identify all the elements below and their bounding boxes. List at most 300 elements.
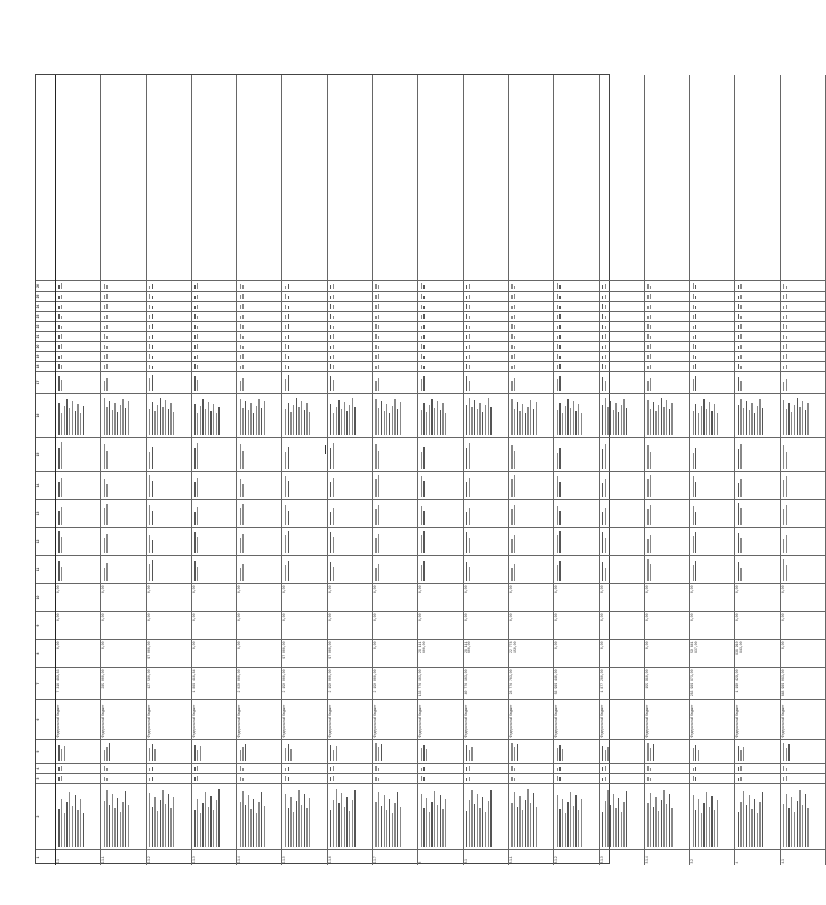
illegible-cell (373, 393, 417, 437)
text-line (375, 777, 376, 782)
amount-cell: 28 111 600,00 (464, 639, 508, 667)
illegible-cell (101, 331, 145, 341)
text-line (647, 284, 648, 290)
text-line (210, 796, 211, 847)
text-line (786, 768, 787, 772)
amount-cell: 0,00 (690, 583, 734, 611)
illegible-cell (373, 341, 417, 351)
text-line (743, 791, 744, 847)
text-line (384, 411, 385, 436)
illegible-cell (554, 437, 598, 471)
illegible-cell (328, 773, 372, 783)
text-line (288, 324, 289, 329)
illegible-cell (509, 393, 553, 437)
text-line (421, 365, 422, 370)
text-line (693, 344, 694, 349)
text-line (440, 410, 441, 435)
text-line (703, 803, 704, 848)
text-line (615, 403, 616, 435)
illegible-cell (56, 499, 100, 527)
illegible-cell (645, 783, 689, 849)
text-line (647, 480, 648, 498)
text-line (296, 398, 297, 435)
illegible-cell (192, 291, 236, 301)
text-line (288, 808, 289, 848)
text-line (61, 478, 62, 498)
text-line (330, 482, 331, 497)
text-line (375, 345, 376, 350)
text-line (693, 506, 694, 525)
illegible-cell (554, 555, 598, 583)
text-line (714, 810, 715, 847)
text-line (437, 401, 438, 435)
text-line (695, 745, 696, 761)
text-line (530, 400, 531, 436)
amount-cell: 0,00 (464, 583, 508, 611)
text-line (693, 795, 694, 847)
text-line (695, 512, 696, 526)
illegible-cell (781, 301, 825, 311)
illegible-cell (328, 555, 372, 583)
text-line (173, 412, 174, 436)
illegible-cell (101, 499, 145, 527)
illegible-cell (192, 280, 236, 291)
text-line (602, 296, 603, 300)
text-line (375, 568, 376, 581)
funding-source: Федеральный бюджет (147, 699, 191, 739)
text-line (567, 802, 568, 847)
illegible-cell (237, 341, 281, 351)
amount-cell: 0,00 (101, 639, 145, 667)
text-line (61, 750, 62, 762)
illegible-cell (735, 437, 779, 471)
text-line (375, 538, 376, 553)
illegible-cell (282, 341, 326, 351)
text-line (786, 315, 787, 319)
illegible-cell (600, 471, 644, 499)
text-line (650, 535, 651, 554)
illegible-cell (147, 280, 191, 291)
text-line (605, 538, 606, 554)
illegible-cell (600, 351, 644, 361)
illegible-cell (645, 361, 689, 371)
illegible-cell (464, 555, 508, 583)
text-line (511, 743, 512, 762)
text-line (240, 305, 241, 309)
illegible-cell (600, 321, 644, 331)
text-line (557, 776, 558, 782)
text-line (149, 768, 150, 772)
text-line (605, 326, 606, 329)
text-line (197, 776, 198, 781)
text-line (61, 334, 62, 340)
text-line (514, 305, 515, 310)
row-number: 3.2 (690, 849, 734, 865)
text-line (197, 766, 198, 772)
illegible-cell (373, 301, 417, 311)
text-line (740, 777, 741, 782)
illegible-cell (690, 280, 734, 291)
text-line (578, 404, 579, 436)
text-line (519, 796, 520, 847)
text-line (421, 748, 422, 761)
header-cell: 26 (36, 280, 55, 291)
text-line (621, 406, 622, 436)
text-line (559, 809, 560, 847)
illegible-cell (735, 471, 779, 499)
text-line (466, 356, 467, 359)
illegible-cell (464, 341, 508, 351)
amount-cell: 0,00 (600, 639, 644, 667)
text-line (154, 412, 155, 436)
text-line (663, 790, 664, 848)
text-line (488, 801, 489, 848)
text-line (104, 345, 105, 350)
text-line (104, 284, 105, 290)
text-line (783, 345, 784, 350)
illegible-cell (690, 499, 734, 527)
text-line (168, 410, 169, 436)
illegible-cell (554, 739, 598, 763)
table-row (147, 75, 192, 865)
text-line (149, 409, 150, 435)
text-line (751, 404, 752, 436)
illegible-cell (735, 393, 779, 437)
illegible-cell (56, 361, 100, 371)
text-line (717, 800, 718, 848)
text-line (557, 748, 558, 761)
text-line (333, 316, 334, 320)
text-line (375, 295, 376, 299)
text-line (288, 447, 289, 470)
text-line (290, 797, 291, 847)
text-line (152, 335, 153, 340)
illegible-cell (192, 783, 236, 849)
row-number: 3.1.4 (645, 849, 689, 865)
amount-cell: 0,00 (690, 611, 734, 639)
text-line (751, 809, 752, 847)
illegible-cell (147, 555, 191, 583)
text-line (58, 511, 59, 525)
text-line (647, 445, 648, 470)
text-line (738, 767, 739, 771)
text-line (482, 412, 483, 436)
text-line (746, 401, 747, 435)
illegible-cell (56, 527, 100, 555)
illegible-cell (781, 437, 825, 471)
illegible-cell (645, 311, 689, 321)
illegible-cell (600, 393, 644, 437)
illegible-cell (690, 371, 734, 393)
illegible-cell (101, 555, 145, 583)
illegible-cell (464, 527, 508, 555)
illegible-cell (690, 291, 734, 301)
text-line (288, 777, 289, 781)
text-line (288, 366, 289, 369)
text-line (423, 767, 424, 772)
text-line (514, 505, 515, 526)
text-line (514, 378, 515, 391)
text-line (218, 789, 219, 847)
illegible-cell (192, 371, 236, 393)
text-line (786, 379, 787, 392)
text-line (149, 452, 150, 470)
text-line (698, 750, 699, 762)
illegible-cell (328, 311, 372, 321)
text-line (794, 812, 795, 848)
illegible-cell (464, 773, 508, 783)
row-number: 3 (418, 849, 462, 865)
scan-mark (325, 445, 326, 454)
text-line (786, 344, 787, 350)
text-line (471, 407, 472, 435)
text-line (397, 792, 398, 847)
text-line (421, 379, 422, 392)
text-line (288, 284, 289, 289)
amount-cell: 59 641 837,00 (690, 639, 734, 667)
table-row (645, 75, 690, 865)
text-line (647, 509, 648, 525)
illegible-cell (690, 555, 734, 583)
text-line (695, 325, 696, 330)
text-line (469, 355, 470, 360)
text-line (605, 334, 606, 339)
text-line (61, 355, 62, 360)
text-line (605, 801, 606, 848)
illegible-cell (147, 763, 191, 773)
illegible-cell (509, 351, 553, 361)
text-line (655, 412, 656, 436)
text-line (740, 334, 741, 339)
text-line (575, 795, 576, 847)
text-line (69, 792, 70, 848)
text-line (61, 380, 62, 392)
illegible-cell (509, 311, 553, 321)
text-line (469, 398, 470, 436)
illegible-cell (147, 291, 191, 301)
text-line (285, 410, 286, 436)
illegible-cell (282, 471, 326, 499)
text-line (647, 559, 648, 582)
text-line (469, 316, 470, 320)
text-line (511, 324, 512, 330)
text-line (759, 802, 760, 847)
header-cell: 11 (36, 555, 55, 583)
text-line (602, 325, 603, 330)
text-line (152, 296, 153, 300)
text-line (650, 768, 651, 772)
text-line (621, 812, 622, 847)
text-line (650, 286, 651, 290)
text-line (104, 444, 105, 470)
illegible-cell (781, 341, 825, 351)
text-line (346, 797, 347, 848)
text-line (104, 568, 105, 582)
text-line (783, 400, 784, 435)
illegible-cell (282, 351, 326, 361)
illegible-cell (56, 301, 100, 311)
text-line (378, 534, 379, 553)
text-line (695, 532, 696, 554)
text-line (288, 561, 289, 582)
text-line (152, 345, 153, 349)
text-line (743, 408, 744, 436)
text-line (783, 509, 784, 525)
illegible-cell (147, 361, 191, 371)
text-line (285, 379, 286, 392)
text-line (423, 314, 424, 319)
amount-cell: 97 000,00 (282, 639, 326, 667)
text-line (474, 400, 475, 435)
text-line (386, 810, 387, 848)
amount-cell: 97 000,00 (147, 639, 191, 667)
illegible-cell (735, 527, 779, 555)
illegible-cell (735, 773, 779, 783)
text-line (559, 376, 560, 392)
illegible-cell (509, 331, 553, 341)
text-line (469, 284, 470, 290)
illegible-cell (645, 393, 689, 437)
text-line (301, 805, 302, 848)
illegible-cell (373, 291, 417, 301)
text-line (333, 326, 334, 329)
illegible-cell (56, 331, 100, 341)
illegible-cell (101, 773, 145, 783)
text-line (375, 743, 376, 762)
illegible-cell (56, 437, 100, 471)
text-line (607, 790, 608, 847)
text-line (783, 316, 784, 319)
text-line (738, 364, 739, 369)
text-line (285, 315, 286, 319)
text-line (242, 315, 243, 320)
text-line (605, 345, 606, 350)
illegible-cell (237, 783, 281, 849)
text-line (738, 503, 739, 526)
illegible-cell (56, 321, 100, 331)
text-line (242, 504, 243, 525)
text-line (306, 808, 307, 847)
illegible-cell (192, 321, 236, 331)
text-line (58, 335, 59, 340)
row-number: 2.1.7 (373, 849, 417, 865)
text-line (83, 406, 84, 435)
text-line (58, 285, 59, 290)
amount-cell: 1 190 429,00 (735, 667, 779, 699)
illegible-cell (554, 371, 598, 393)
text-line (216, 800, 217, 848)
text-line (152, 560, 153, 581)
text-line (740, 345, 741, 350)
illegible-cell (645, 739, 689, 763)
text-line (557, 326, 558, 330)
text-line (799, 790, 800, 847)
text-line (333, 800, 334, 848)
text-line (471, 747, 472, 762)
text-line (783, 559, 784, 581)
text-line (671, 808, 672, 848)
text-line (738, 449, 739, 469)
text-line (607, 747, 608, 762)
text-line (104, 365, 105, 369)
amount-cell: 0,00 (373, 639, 417, 667)
text-line (66, 399, 67, 435)
illegible-cell (373, 499, 417, 527)
text-line (285, 476, 286, 498)
illegible-cell (781, 763, 825, 773)
text-line (375, 316, 376, 320)
text-line (421, 565, 422, 582)
text-line (106, 294, 107, 300)
text-line (392, 813, 393, 847)
text-line (783, 445, 784, 469)
amount-cell: 0,00 (554, 639, 598, 667)
illegible-cell (101, 471, 145, 499)
text-line (216, 414, 217, 436)
text-line (794, 405, 795, 435)
illegible-cell (56, 763, 100, 773)
funding-source: Федеральный бюджет (282, 699, 326, 739)
text-line (618, 412, 619, 435)
text-line (695, 376, 696, 391)
illegible-cell (690, 739, 734, 763)
header-cell: 10 (36, 583, 55, 611)
text-line (58, 531, 59, 553)
text-line (240, 366, 241, 370)
text-line (698, 413, 699, 435)
text-line (786, 325, 787, 329)
text-line (197, 316, 198, 320)
illegible-cell (645, 527, 689, 555)
text-line (194, 335, 195, 339)
illegible-cell (373, 331, 417, 341)
text-line (285, 286, 286, 290)
illegible-cell (192, 527, 236, 555)
text-line (375, 334, 376, 339)
text-line (469, 766, 470, 771)
text-line (647, 400, 648, 436)
text-line (511, 381, 512, 391)
text-line (386, 404, 387, 436)
text-line (466, 767, 467, 771)
illegible-cell (645, 341, 689, 351)
text-line (514, 452, 515, 470)
text-line (423, 376, 424, 392)
text-line (64, 746, 65, 761)
text-line (197, 537, 198, 553)
text-line (333, 478, 334, 497)
text-line (740, 751, 741, 762)
funding-source: Федеральный бюджет (645, 699, 689, 739)
text-line (104, 508, 105, 525)
text-line (285, 305, 286, 310)
text-line (240, 479, 241, 498)
illegible-cell (509, 341, 553, 351)
illegible-cell (464, 783, 508, 849)
text-line (378, 792, 379, 848)
text-line (200, 406, 201, 435)
text-line (104, 334, 105, 339)
text-line (240, 355, 241, 359)
text-line (426, 749, 427, 761)
text-line (797, 398, 798, 435)
text-line (197, 508, 198, 526)
row-number: 4 (735, 849, 779, 865)
table-row (418, 75, 463, 865)
text-line (213, 810, 214, 847)
illegible-cell (418, 321, 462, 331)
text-line (466, 325, 467, 330)
